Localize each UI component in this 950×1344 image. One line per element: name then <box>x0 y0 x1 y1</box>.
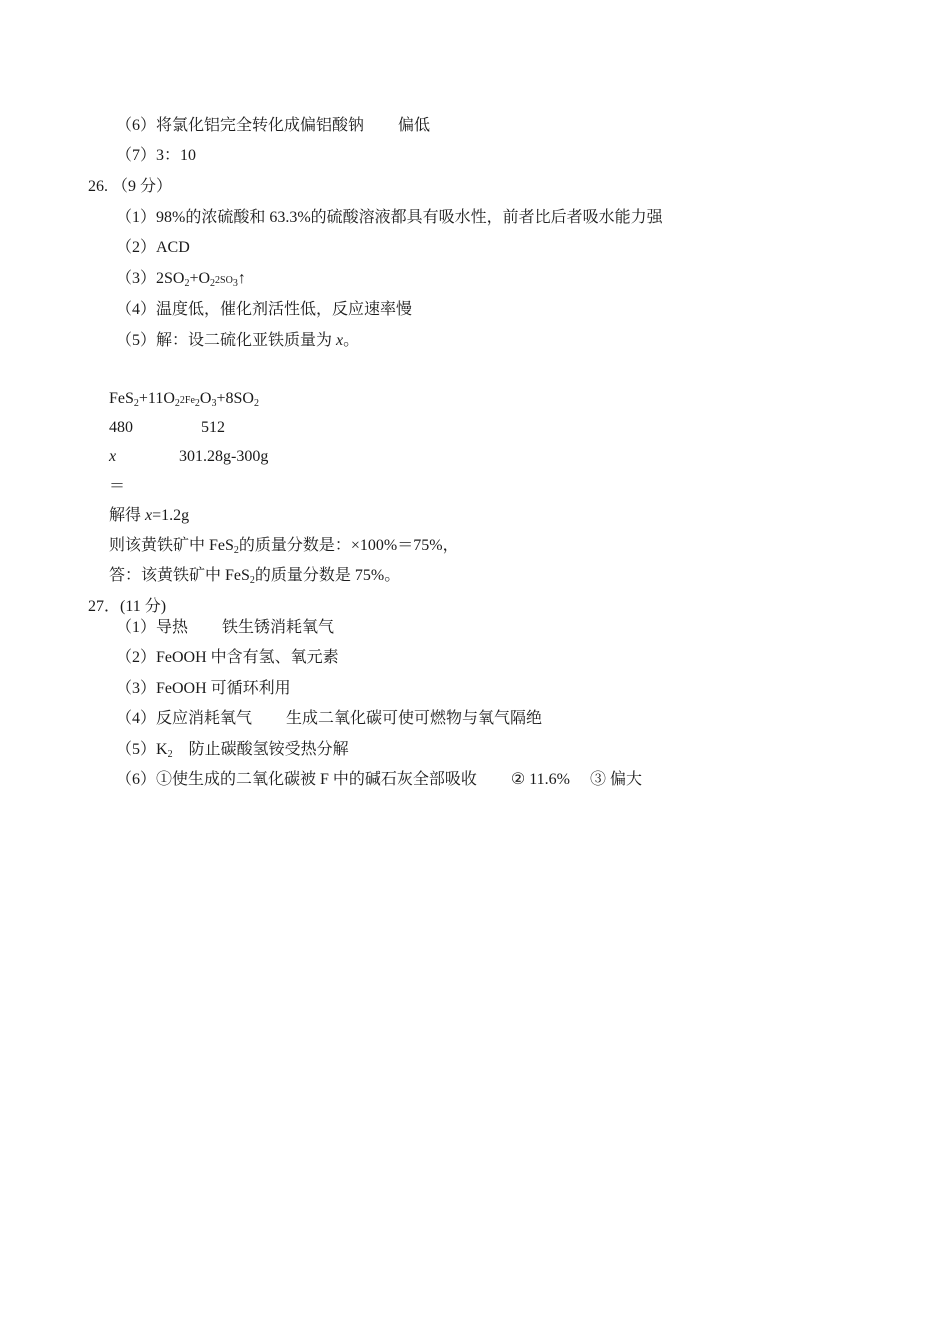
subscript: 2 <box>133 398 139 409</box>
q26-item3-prefix: （3）2SO <box>116 270 185 287</box>
q25-item7: （7）3：10 <box>116 147 197 164</box>
answer-prefix: 答：该黄铁矿中 FeS <box>109 567 250 584</box>
q26-item5-var: x <box>336 332 344 349</box>
subscript: 2 <box>210 278 216 289</box>
q26-equals: ＝ <box>109 478 126 495</box>
q26-item2: （2）ACD <box>116 239 190 256</box>
q27-item1-answer: 铁生锈消耗氧气 <box>222 619 335 636</box>
eq-mid: +11O <box>138 390 175 407</box>
q25-item6-text: （6）将氯化铝完全转化成偏铝酸钠 <box>116 117 365 134</box>
eq-left: FeS <box>109 390 134 407</box>
q27-item6-answer-b: ② 11.6% <box>510 771 570 788</box>
q26-item3-mid: +O <box>189 270 211 287</box>
q27-item1-text: （1）导热 <box>116 619 189 636</box>
frac-suffix: 的质量分数是：×100%＝75%， <box>238 537 459 554</box>
q26-mass-512: 512 <box>201 419 225 436</box>
q27-item4-answer: 生成二氧化碳可使可燃物与氧气隔绝 <box>286 710 543 727</box>
eq-product1: 2Fe <box>179 395 195 406</box>
subscript: 3 <box>211 398 217 409</box>
subscript: 2 <box>233 545 239 556</box>
eq-product2: O <box>199 390 212 407</box>
var-x: x <box>109 448 117 465</box>
subscript: 2 <box>194 398 200 409</box>
q27-item6-text: （6）①使生成的二氧化碳被 F 中的碱石灰全部吸收 <box>116 771 477 788</box>
q26-equation <box>109 389 259 411</box>
q27-item1 <box>116 618 334 638</box>
solve-suffix: =1.2g <box>152 507 190 524</box>
q26-item5-suffix: 。 <box>343 332 360 349</box>
q27-item4 <box>116 709 542 729</box>
q26-item3 <box>116 269 246 291</box>
q27-item6 <box>116 770 642 790</box>
q27-item6-answer-c: ③ 偏大 <box>589 771 642 788</box>
q26-solve <box>109 506 189 526</box>
eq-tail: +8SO <box>216 390 254 407</box>
subscript: 2 <box>174 398 180 409</box>
q25-item6-answer: 偏低 <box>398 117 431 134</box>
q26-mass-diff: 301.28g-300g <box>179 448 269 465</box>
q26-item1: （1）98%的浓硫酸和 63.3%的硫酸溶液都具有吸水性，前者比后者吸水能力强 <box>116 209 663 226</box>
q26-item5 <box>116 331 359 351</box>
q27-item2: （2）FeOOH 中含有氢、氧元素 <box>116 649 339 666</box>
q27-item4-text: （4）反应消耗氧气 <box>116 710 253 727</box>
subscript: 2 <box>249 575 255 586</box>
subscript: 2 <box>167 749 173 760</box>
q27-item3: （3）FeOOH 可循环利用 <box>116 680 291 697</box>
q26-item5-prefix: （5）解：设二硫化亚铁质量为 <box>116 332 337 349</box>
subscript: 2 <box>184 278 190 289</box>
q26-var-x <box>109 447 116 467</box>
q27-header: 27．(11 分) <box>88 598 167 615</box>
q26-mass-480: 480 <box>109 419 133 436</box>
q26-item4: （4）温度低，催化剂活性低，反应速率慢 <box>116 301 413 318</box>
q26-item3-product: 2SO <box>215 275 233 286</box>
subscript: 2 <box>253 398 259 409</box>
q26-answer <box>109 566 400 586</box>
q26-item3-arrow: ↑ <box>237 270 246 287</box>
subscript: 3 <box>232 278 238 289</box>
q26-fraction <box>109 536 459 556</box>
frac-prefix: 则该黄铁矿中 FeS <box>109 537 234 554</box>
answer-suffix: 的质量分数是 75%。 <box>254 567 401 584</box>
solve-var: x <box>145 507 153 524</box>
q27-item5 <box>116 740 349 760</box>
q26-header: 26. （9 分） <box>88 178 173 195</box>
q27-item5-answer: 防止碳酸氢铵受热分解 <box>188 741 349 758</box>
q27-item5-text: （5）K <box>116 741 168 758</box>
q25-item6 <box>116 116 430 136</box>
solve-prefix: 解得 <box>109 507 146 524</box>
